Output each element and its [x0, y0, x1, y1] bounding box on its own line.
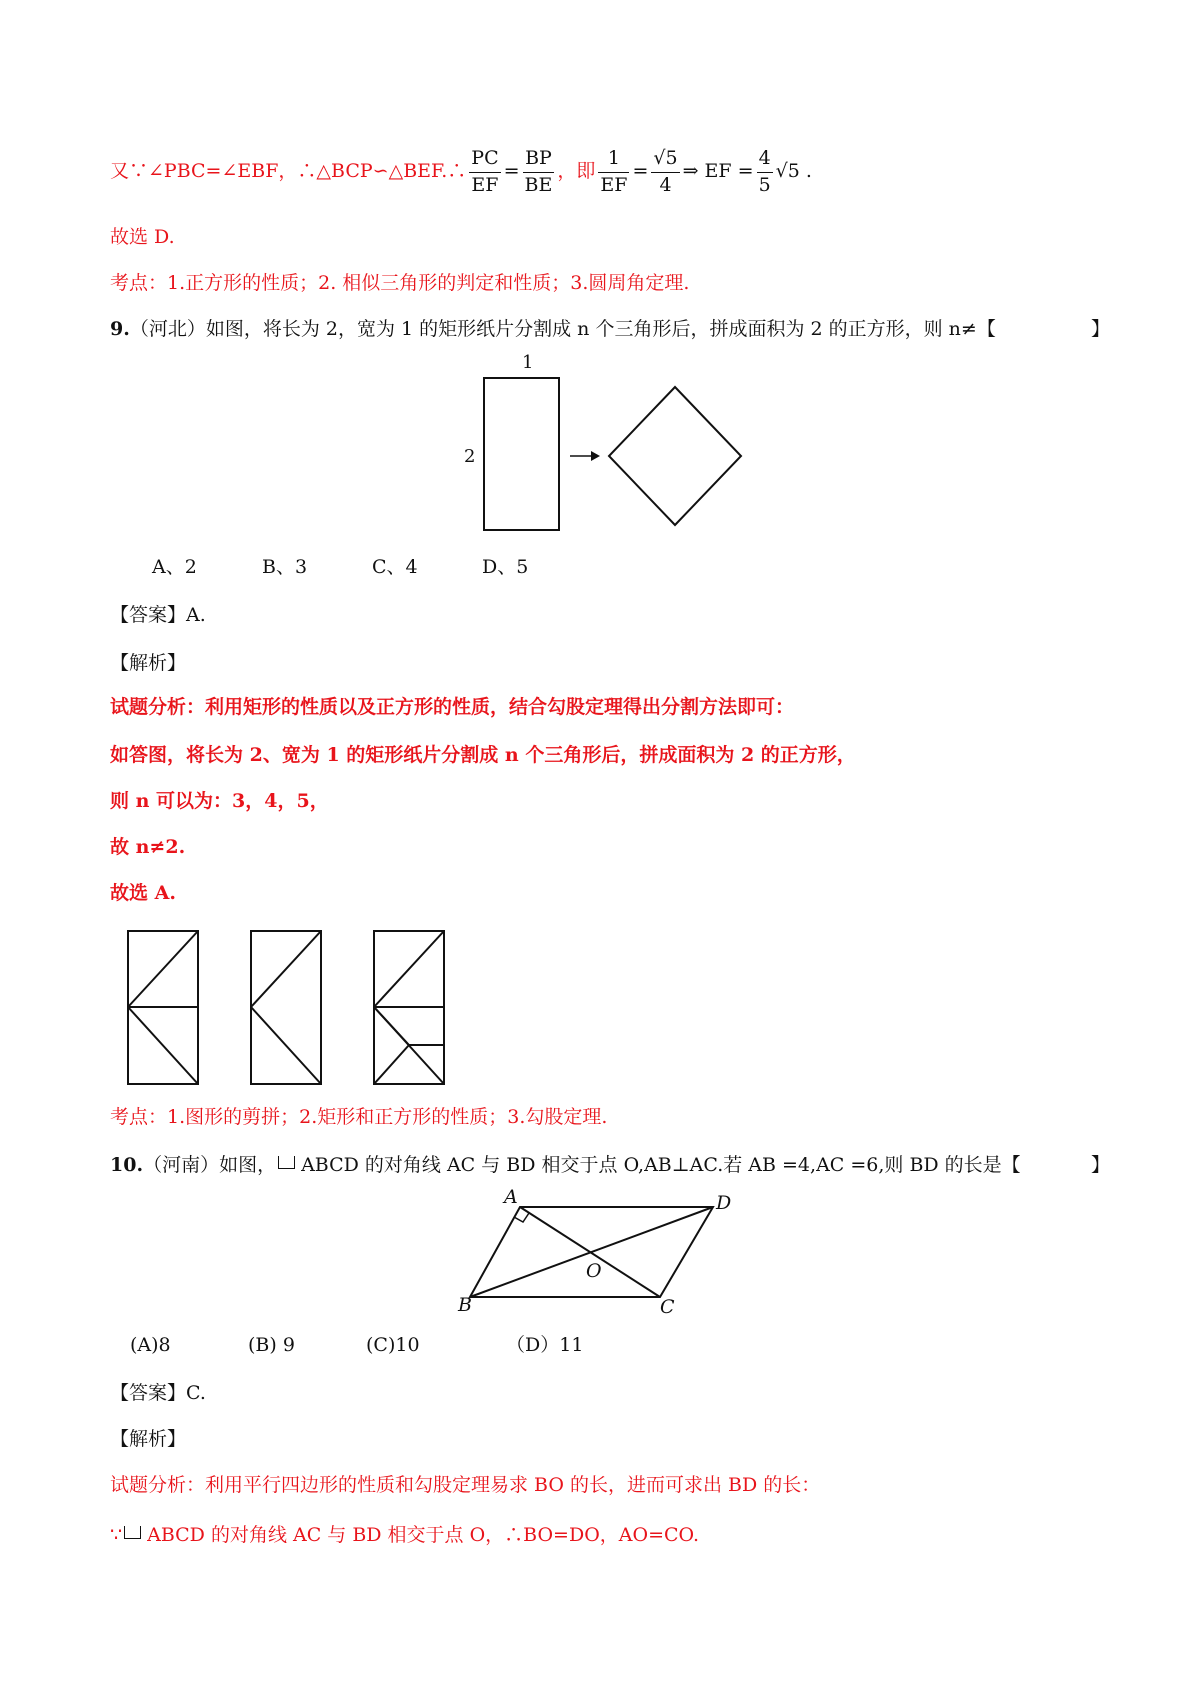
option-10-b: (B) 9: [248, 1334, 295, 1356]
question-10-close: 】: [1090, 1154, 1110, 1176]
formula-text-2: ，即: [557, 160, 596, 183]
dissection-3-triangles: [128, 931, 198, 1084]
question-9-close: 】: [1090, 318, 1110, 340]
choose-d: 故选 D.: [110, 226, 175, 248]
fraction-bp-be: $\frac{BP}{BE}$: [524, 147, 553, 196]
analysis-9-step-5: 故选 A.: [110, 882, 176, 904]
answer-10: 【答案】C.: [110, 1382, 206, 1404]
figure-9-square: [609, 387, 741, 525]
option-9-a: A、2: [152, 556, 197, 578]
figure-9-arrowhead: [591, 451, 600, 461]
formula-text-1: 又∵∠PBC=∠EBF，∴△BCP∽△BEF.∴: [110, 160, 467, 183]
option-10-a: (A)8: [130, 1334, 171, 1356]
figure-10-parallelogram: [460, 1185, 760, 1320]
dissection-5-triangles: [374, 931, 444, 1084]
question-9-number: 9.: [110, 318, 130, 340]
question-10-options: [130, 1330, 583, 1357]
kaodian-8: 考点：1.正方形的性质；2. 相似三角形的判定和性质；3.圆周角定理.: [110, 272, 690, 294]
label-a: A: [504, 1186, 518, 1208]
option-10-d: （D）11: [506, 1334, 584, 1356]
analysis-9-heading: 【解析】: [110, 652, 187, 674]
dissection-4-triangles: [251, 931, 321, 1084]
option-9-c: C、4: [372, 556, 418, 578]
label-o: O: [586, 1260, 602, 1282]
option-9-d: D、5: [482, 556, 529, 578]
answer-9: 【答案】A.: [110, 604, 206, 626]
label-c: C: [660, 1296, 675, 1318]
question-9: [110, 314, 1110, 341]
option-9-b: B、3: [262, 556, 308, 578]
fraction-sqrt5-4: $\frac{√5}{4}$: [653, 147, 678, 196]
analysis-9-step-4: 故 n≠2.: [110, 836, 186, 858]
question-10-text-b: ABCD 的对角线 AC 与 BD 相交于点 O,AB⊥AC.若 AB =4,AC =6,则 BD 的长是【: [301, 1154, 1021, 1176]
parallelogram-icon: [278, 1156, 295, 1169]
analysis-10-step-2: ∵ ABCD 的对角线 AC 与 BD 相交于点 O，∴BO=DO，AO=CO.: [110, 1524, 700, 1546]
question-9-options: [152, 552, 528, 579]
label-b: B: [458, 1294, 472, 1316]
question-10-text-a: （河南）如图，: [143, 1154, 277, 1176]
figure-9-rectangle-to-square: [450, 352, 750, 542]
label-d: D: [716, 1192, 732, 1214]
diagonal-bd: [470, 1207, 713, 1297]
figure-9-rect: [484, 378, 559, 530]
kaodian-9: 考点：1.图形的剪拼；2.矩形和正方形的性质；3.勾股定理.: [110, 1106, 608, 1128]
analysis-9-step-3: 则 n 可以为：3，4，5，: [110, 790, 329, 812]
question-10-number: 10.: [110, 1154, 144, 1176]
analysis-9-step-1: 试题分析：利用矩形的性质以及正方形的性质，结合勾股定理得出分割方法即可：: [110, 696, 795, 718]
figure-9-answer-dissections: [120, 925, 460, 1095]
formula-line: 又∵∠PBC=∠EBF，∴△BCP∽△BEF.∴ $\frac{PC}{EF}$ = $\frac{BP}{BE}$ ，即 $\frac{1}{EF}$ = $\frac{√5}{4}$ ⇒ EF = $\frac{4}{5}$ √5 .: [110, 146, 812, 198]
fraction-1-ef: $\frac{1}{EF}$: [600, 147, 628, 196]
fraction-pc-ef: $\frac{PC}{EF}$: [471, 147, 499, 196]
analysis-10-step-1: 试题分析：利用平行四边形的性质和勾股定理易求 BO 的长，进而可求出 BD 的长：: [110, 1474, 821, 1496]
figure-9-label-top: 1: [522, 352, 534, 373]
sqrt5-tail: √5 .: [775, 160, 812, 183]
question-9-text: （河北）如图，将长为 2，宽为 1 的矩形纸片分割成 n 个三角形后，拼成面积为 2 的正方形，则 n≠【: [129, 318, 996, 340]
analysis-9-step-2: 如答图，将长为 2、宽为 1 的矩形纸片分割成 n 个三角形后，拼成面积为 2 的正方形，: [110, 744, 856, 766]
analysis-10-heading: 【解析】: [110, 1428, 187, 1450]
parallelogram-icon-2: [124, 1526, 141, 1539]
option-10-c: (C)10: [366, 1334, 420, 1356]
figure-9-label-side: 2: [464, 446, 476, 467]
fraction-4-5: $\frac{4}{5}$: [758, 147, 771, 196]
question-10: [110, 1150, 1110, 1177]
implies-ef: ⇒ EF =: [682, 160, 754, 183]
